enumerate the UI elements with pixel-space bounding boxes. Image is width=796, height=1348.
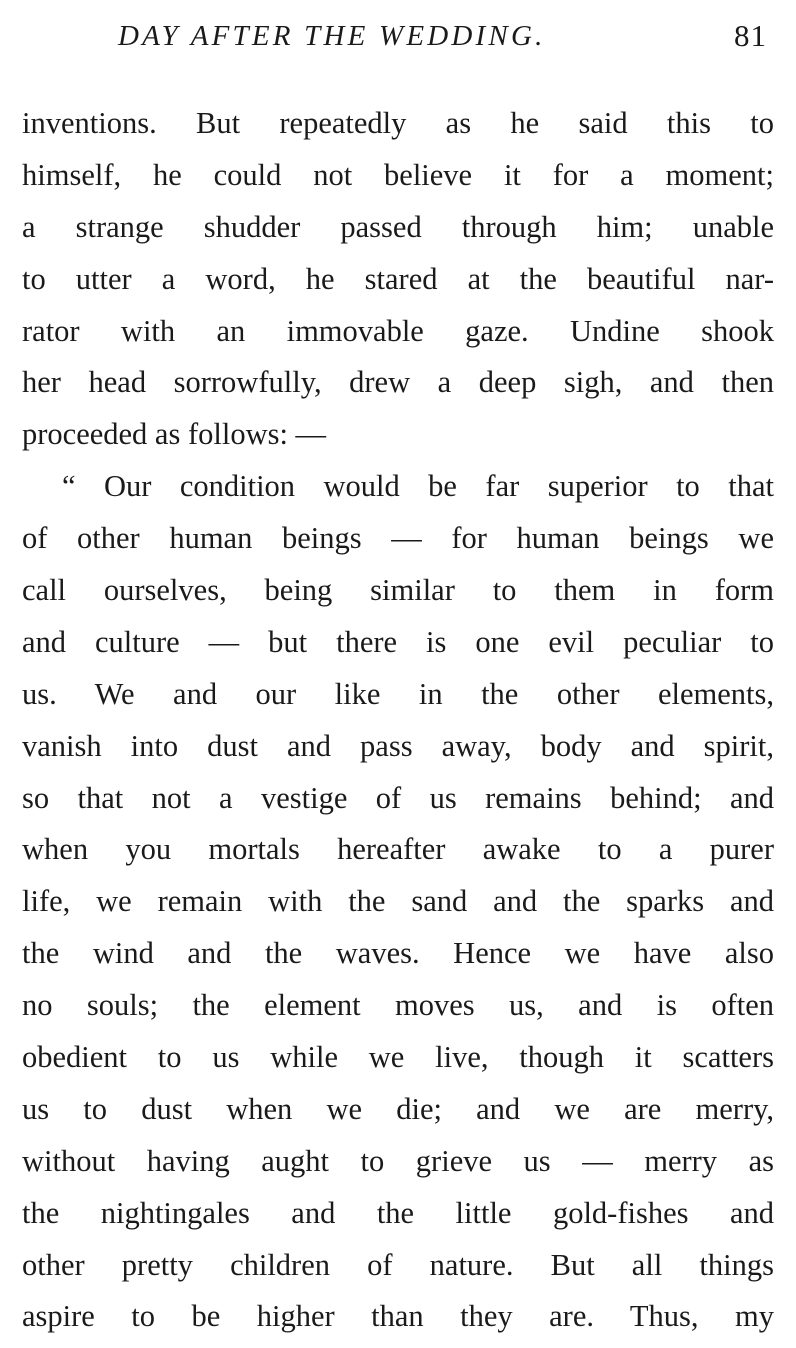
text-line: inventions. But repeatedly as he said this to (22, 106, 774, 140)
text-line: so that not a vestige of us remains behind; and (22, 780, 774, 815)
text-line: “ Our condition would be far superior to that (62, 469, 774, 504)
text-line: no souls; the element moves us, and is often (22, 988, 774, 1023)
text-line: a strange shudder passed through him; unable (22, 209, 774, 244)
text-line: the wind and the waves. Hence we have also (22, 936, 774, 971)
text-line: aspire to be higher than they are. Thus, my (22, 1299, 774, 1334)
text-line: and culture — but there is one evil peculiar to (22, 624, 774, 659)
text-line: us to dust when we die; and we are merry, (22, 1091, 774, 1126)
body-text (22, 98, 774, 1343)
text-line: obedient to us while we live, though it scatters (22, 1040, 774, 1075)
text-line: when you mortals hereafter awake to a purer (22, 832, 774, 867)
running-title: DAY AFTER THE WEDDING. (118, 20, 546, 52)
text-line: life, we remain with the sand and the sparks and (22, 884, 774, 919)
text-line: the nightingales and the little gold-fishes and (22, 1195, 774, 1230)
text-line: proceeded as follows: — (22, 417, 327, 452)
text-line: her head sorrowfully, drew a deep sigh, and then (22, 365, 774, 400)
text-line: other pretty children of nature. But all things (22, 1247, 774, 1282)
text-line: to utter a word, he stared at the beautiful nar- (22, 261, 774, 296)
page-number: 81 (734, 18, 767, 53)
text-line: us. We and our like in the other elements, (22, 676, 774, 711)
text-line: of other human beings — for human beings we (22, 521, 774, 556)
text-line: call ourselves, being similar to them in form (22, 573, 774, 608)
page-header (0, 14, 796, 64)
text-line: himself, he could not believe it for a moment; (22, 157, 774, 192)
text-line: vanish into dust and pass away, body and spirit, (22, 728, 774, 763)
text-line: rator with an immovable gaze. Undine shook (22, 313, 774, 348)
text-line: without having aught to grieve us — merry as (22, 1143, 774, 1178)
